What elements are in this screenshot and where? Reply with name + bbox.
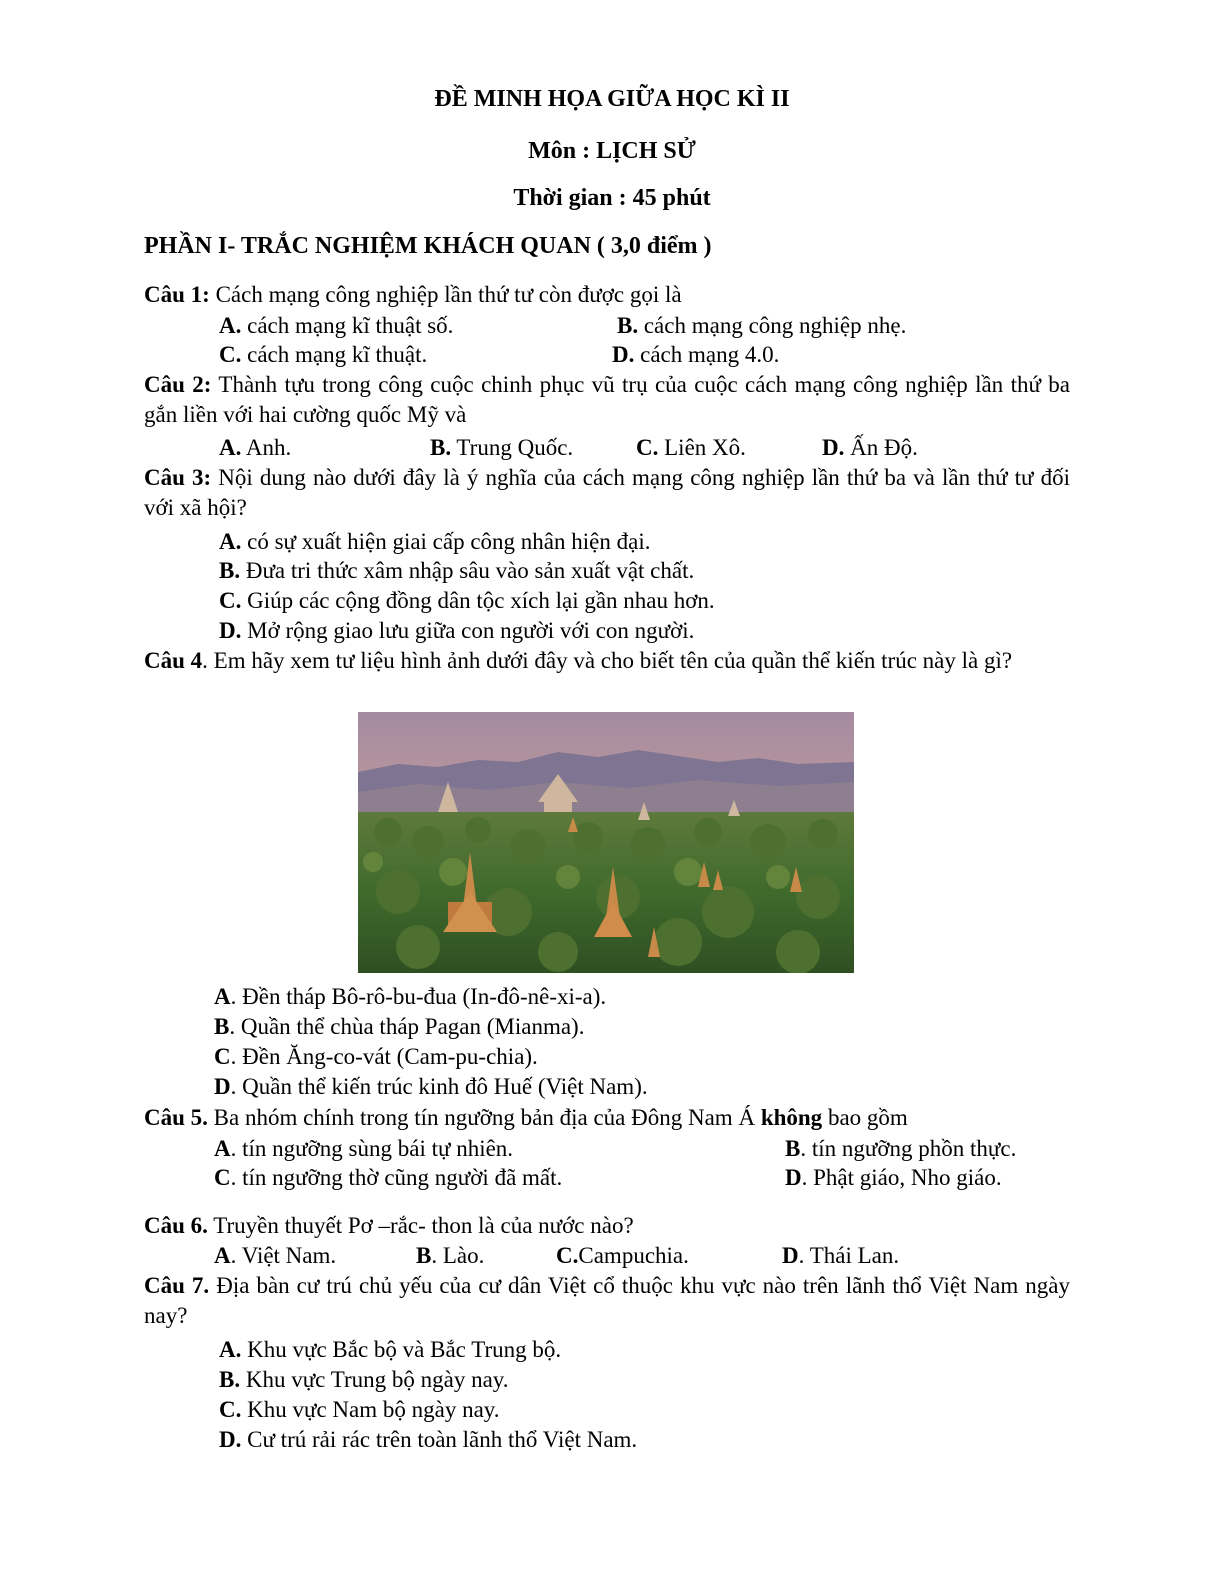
q2-option-d[interactable]: D. Ấn Độ. [822,435,918,460]
question-1 [144,280,1070,310]
question-text-end: bao gồm [822,1105,908,1130]
q3-option-a[interactable]: A. có sự xuất hiện giai cấp công nhân hiện đại. [219,529,651,554]
exam-title: ĐỀ MINH HỌA GIỮA HỌC KÌ II [434,86,790,112]
question-label: Câu 6. [144,1213,208,1238]
q7-option-a[interactable]: A. Khu vực Bắc bộ và Bắc Trung bộ. [219,1337,562,1362]
q4-option-c[interactable]: C. Đền Ăng-co-vát (Cam-pu-chia). [214,1044,538,1069]
q3-option-d[interactable]: D. Mở rộng giao lưu giữa con người với con người. [219,618,695,643]
question-4 [144,646,1070,676]
question-text: Thành tựu trong công cuộc chinh phục vũ trụ của cuộc cách mạng công nghiệp lần thứ ba gắn liền với hai cường quốc Mỹ và [144,372,1071,427]
question-label: Câu 1: [144,282,210,307]
q2-option-a[interactable]: A. Anh. [219,435,292,460]
q3-option-b[interactable]: B. Đưa tri thức xâm nhập sâu vào sản xuất vật chất. [219,558,695,583]
q7-option-b[interactable]: B. Khu vực Trung bộ ngày nay. [219,1367,509,1392]
question-6 [144,1211,1070,1241]
q1-option-b[interactable]: B. cách mạng công nghiệp nhẹ. [617,313,907,338]
q6-option-d[interactable]: D. Thái Lan. [782,1243,900,1268]
pagan-temples-photo [358,712,854,973]
q1-option-d[interactable]: D. cách mạng 4.0. [612,342,780,367]
question-text: Truyền thuyết Pơ –rắc- thon là của nước nào? [207,1213,634,1238]
question-label: Câu 4 [144,648,203,673]
question-text: . Em hãy xem tư liệu hình ảnh dưới đây và cho biết tên của quần thể kiến trúc này là gì? [202,648,1013,673]
emphasis-word: không [760,1105,823,1130]
question-5 [144,1103,1070,1133]
q1-option-a[interactable]: A. cách mạng kĩ thuật số. [219,313,454,338]
question-label: Câu 2: [144,372,212,397]
question-3 [144,463,1070,523]
q4-option-a[interactable]: A. Đền tháp Bô-rô-bu-đua (In-đô-nê-xi-a). [214,984,607,1009]
q5-option-c[interactable]: C. tín ngưỡng thờ cũng người đã mất. [214,1165,563,1190]
q5-option-b[interactable]: B. tín ngưỡng phồn thực. [785,1136,1017,1161]
q4-option-b[interactable]: B. Quần thể chùa tháp Pagan (Mianma). [214,1014,585,1039]
q2-option-b[interactable]: B. Trung Quốc. [430,435,574,460]
exam-subject: Môn : LỊCH SỬ [528,138,696,164]
q3-option-c[interactable]: C. Giúp các cộng đồng dân tộc xích lại gần nhau hơn. [219,588,715,613]
question-2 [144,370,1070,430]
section-title: PHẦN I- TRẮC NGHIỆM KHÁCH QUAN ( 3,0 điểm ) [144,233,712,259]
question-text: Cách mạng công nghiệp lần thứ tư còn được gọi là [209,282,682,307]
question-label: Câu 3: [144,465,212,490]
question-label: Câu 5. [144,1105,208,1130]
question-text: Địa bàn cư trú chủ yếu của cư dân Việt cổ thuộc khu vực nào trên lãnh thổ Việt Nam ngày nay? [144,1273,1070,1328]
q2-option-c[interactable]: C. Liên Xô. [636,435,746,460]
q7-option-d[interactable]: D. Cư trú rải rác trên toàn lãnh thổ Việt Nam. [219,1427,638,1452]
q1-option-c[interactable]: C. cách mạng kĩ thuật. [219,342,428,367]
q6-option-b[interactable]: B. Lào. [416,1243,485,1268]
question-label: Câu 7. [144,1273,210,1298]
q5-option-a[interactable]: A. tín ngưỡng sùng bái tự nhiên. [214,1136,514,1161]
exam-time: Thời gian : 45 phút [513,185,711,211]
question-text: Ba nhóm chính trong tín ngưỡng bản địa của Đông Nam Á [207,1105,761,1130]
question-7 [144,1271,1070,1331]
q5-option-d[interactable]: D. Phật giáo, Nho giáo. [785,1165,1002,1190]
question-text: Nội dung nào dưới đây là ý nghĩa của cách mạng công nghiệp lần thứ ba và lần thứ tư đối với xã hội? [144,465,1071,520]
q7-option-c[interactable]: C. Khu vực Nam bộ ngày nay. [219,1397,500,1422]
q6-option-a[interactable]: A. Việt Nam. [214,1243,337,1268]
q6-option-c[interactable]: C.Campuchia. [556,1243,689,1268]
q4-option-d[interactable]: D. Quần thể kiến trúc kinh đô Huế (Việt Nam). [214,1074,648,1099]
